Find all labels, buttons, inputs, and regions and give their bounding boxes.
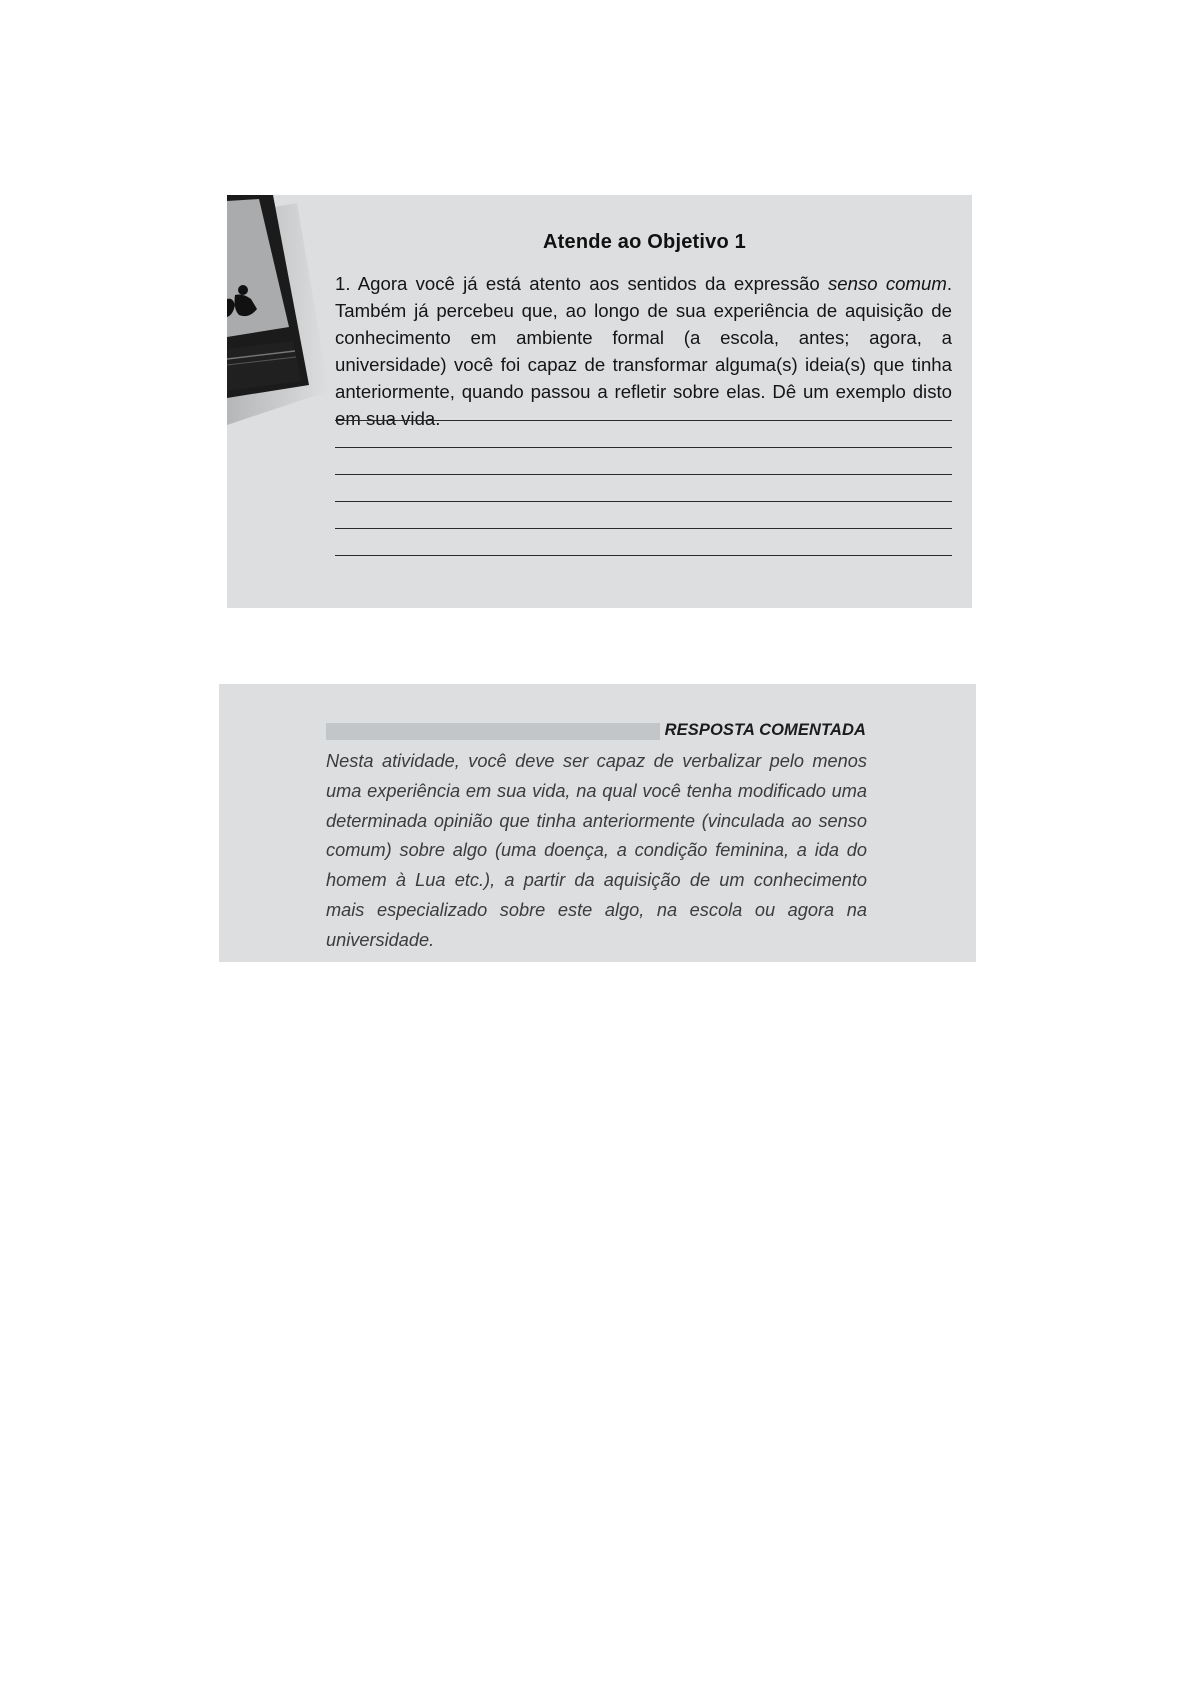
commented-answer-box — [219, 684, 976, 962]
question-text-part1: 1. Agora você já está atento aos sentidos da expressão — [335, 273, 828, 294]
commented-answer-text: Nesta atividade, você deve ser capaz de verbalizar pelo menos uma experiência em sua vida, na qual você tenha modificado uma determinada opinião que tinha anteriormente (vinculada ao senso comum) sobre algo (uma doença, a condição feminina, a ida do homem à Lua etc.), a partir da aquisição de um conhecimento mais especializado sobre este algo, na escola ou agora na universidade. — [326, 751, 867, 950]
activity-question — [335, 270, 952, 432]
activity-title: Atende ao Objetivo 1 — [543, 231, 746, 253]
answer-line[interactable] — [335, 501, 952, 502]
commented-answer-header — [326, 721, 866, 741]
commented-answer-label: RESPOSTA COMENTADA — [664, 721, 866, 739]
activity-corner-illustration — [227, 195, 337, 425]
activity-box — [227, 195, 972, 608]
question-emphasis: senso comum — [827, 273, 947, 294]
answer-line[interactable] — [335, 474, 952, 475]
answer-line[interactable] — [335, 447, 952, 448]
answer-line[interactable] — [335, 555, 952, 556]
answer-line[interactable] — [335, 528, 952, 529]
question-text-part2: . Também já percebeu que, ao longo de sua experiência de aquisição de conhecimento em ambiente formal (a escola, antes; agora, a universidade) você foi capaz de transformar alguma(s) ideia(s) que tinha anteriormente, quando passou a refletir sobre elas. Dê um exemplo disto em sua vida. — [335, 273, 952, 429]
header-bar — [326, 723, 660, 740]
answer-line[interactable] — [335, 420, 952, 421]
